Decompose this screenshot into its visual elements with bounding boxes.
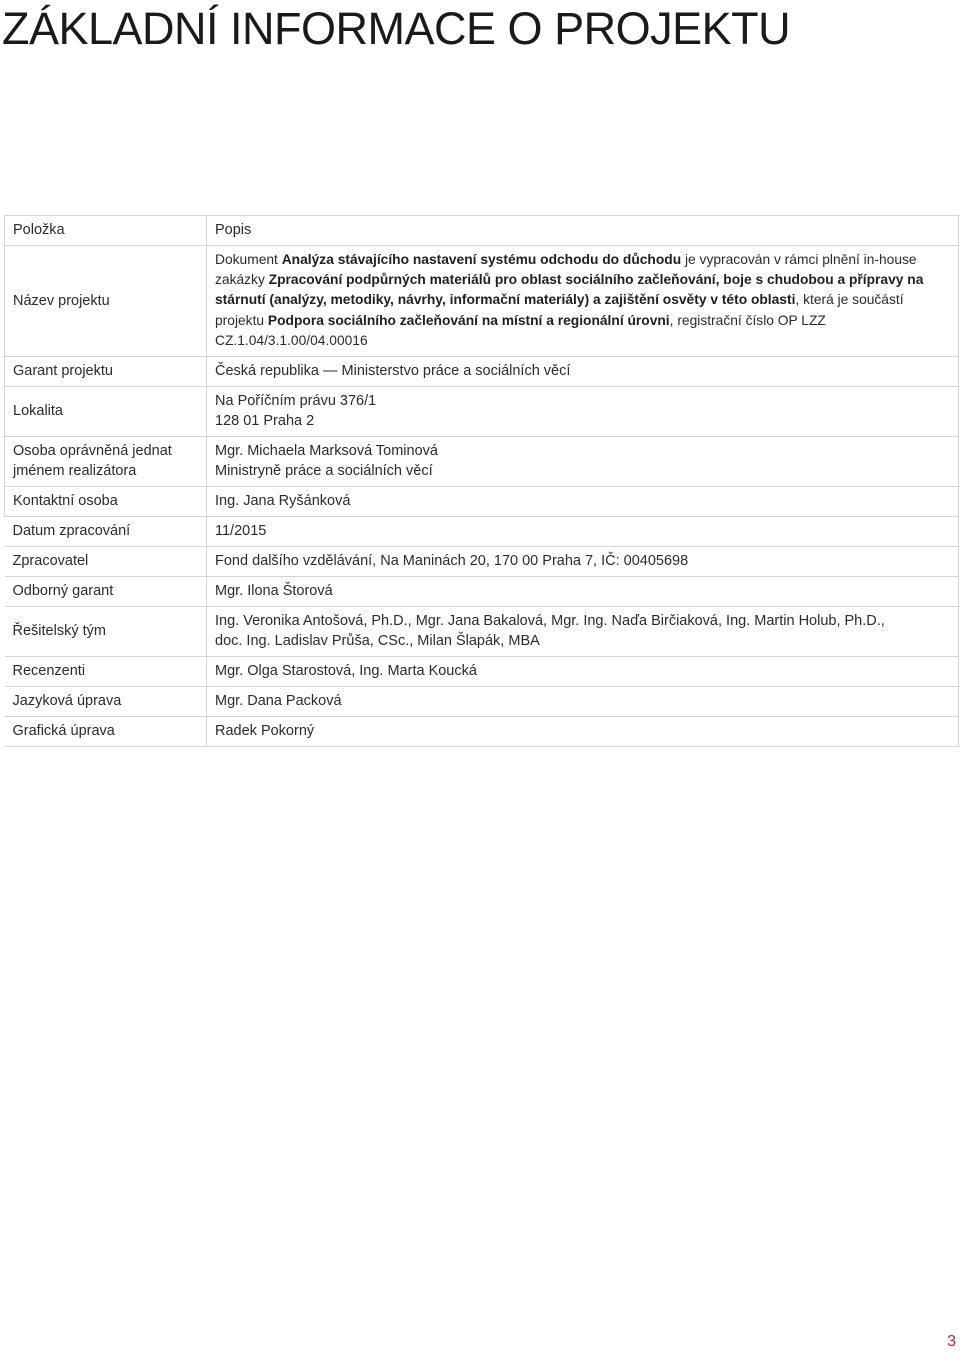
row-key-contact-person: Kontaktní osoba [5,487,207,517]
row-key-language-editing: Jazyková úprava [5,687,207,717]
table-row-authorized-person [5,437,959,487]
team-line-2: doc. Ing. Ladislav Průša, CSc., Milan Šlapák, MBA [215,633,540,650]
table-row-language-editing [5,687,959,717]
authorized-key-line-2: jménem realizátora [13,463,137,480]
header-value: Popis [207,216,959,246]
desc-segment: Dokument [215,252,282,267]
row-key-authorized-person [5,437,207,487]
row-value-location [207,387,959,437]
location-line-2: 128 01 Praha 2 [215,413,315,430]
row-key-reviewers: Recenzenti [5,657,207,687]
desc-segment: je vypracován v rámci plnění in-house zakázky [215,252,917,288]
row-value-expert-guarantor: Mgr. Ilona Štorová [207,577,959,607]
desc-segment: , registrační číslo OP LZZ CZ.1.04/3.1.00/04.00016 [215,312,826,348]
authorized-key-line-1: Osoba oprávněná jednat [13,443,172,460]
row-key-graphic-design: Grafická úprava [5,717,207,747]
desc-segment: , která je součástí projektu [215,292,904,328]
row-key-expert-guarantor: Odborný garant [5,577,207,607]
table-row-graphic-design [5,717,959,747]
team-line-1: Ing. Veronika Antošová, Ph.D., Mgr. Jana Bakalová, Mgr. Ing. Naďa Birčiaková, Ing. Martin Holub, Ph.D., [215,613,885,630]
project-info-table [4,215,959,747]
row-value-project-name [207,246,959,357]
row-key-project-name: Název projektu [5,246,207,357]
row-value-team [207,607,959,657]
row-key-team: Řešitelský tým [5,607,207,657]
table-row-expert-guarantor [5,577,959,607]
row-value-authorized-person [207,437,959,487]
table-row-project-name [5,246,959,357]
desc-segment-bold: Podpora sociálního začleňování na místní a regionální úrovni [267,312,670,328]
authorized-line-1: Mgr. Michaela Marksová Tominová [215,443,438,460]
row-key-guarantor: Garant projektu [5,357,207,387]
row-key-location: Lokalita [5,387,207,437]
table-row-location [5,387,959,437]
table-header-row [5,216,959,246]
table-row-date [5,517,959,547]
row-value-graphic-design: Radek Pokorný [207,717,959,747]
row-key-date: Datum zpracování [5,517,207,547]
row-value-language-editing: Mgr. Dana Packová [207,687,959,717]
row-value-guarantor: Česká republika — Ministerstvo práce a sociálních věcí [207,357,959,387]
page-number: 3 [947,1333,956,1350]
table-row-guarantor [5,357,959,387]
desc-segment-bold: Analýza stávajícího nastavení systému odchodu do důchodu [281,252,682,267]
row-key-processor: Zpracovatel [5,547,207,577]
desc-segment-bold: Zpracování podpůrných materiálů pro oblast sociálního začleňování, boje s chudobou a přípravy na stárnutí (analýzy, metodiky, návrhy, informační materiály) a zajištění osvěty v této oblasti [215,272,924,308]
row-value-date: 11/2015 [207,517,959,547]
row-value-contact-person: Ing. Jana Ryšánková [207,487,959,517]
location-line-1: Na Poříčním právu 376/1 [215,393,377,410]
page-title: ZÁKLADNÍ INFORMACE O PROJEKTU [2,3,791,54]
table-row-processor [5,547,959,577]
authorized-line-2: Ministryně práce a sociálních věcí [215,463,433,480]
table-row-team [5,607,959,657]
header-key: Položka [5,216,207,246]
table-row-reviewers [5,657,959,687]
table-row-contact-person [5,487,959,517]
row-value-reviewers: Mgr. Olga Starostová, Ing. Marta Koucká [207,657,959,687]
row-value-processor: Fond dalšího vzdělávání, Na Maninách 20, 170 00 Praha 7, IČ: 00405698 [207,547,959,577]
